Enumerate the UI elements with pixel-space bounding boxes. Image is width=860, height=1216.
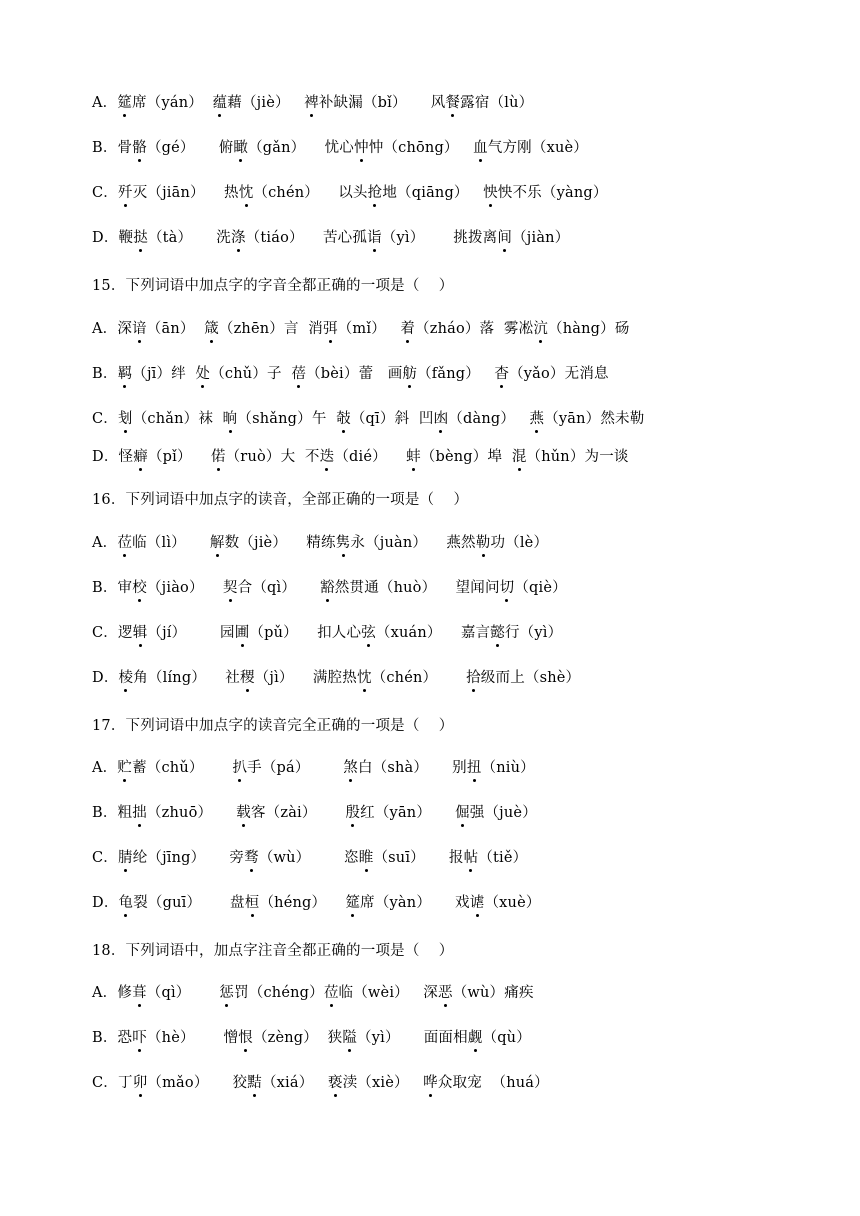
dotted-character: 稷 (239, 670, 255, 686)
text-segment: A． (92, 760, 118, 776)
text-segment: （bèng）埠 (420, 449, 512, 465)
dotted-character: 莅 (117, 535, 133, 551)
dotted-character: 刬 (118, 411, 133, 427)
dotted-character: 倔 (455, 805, 470, 821)
dotted-character: 帖 (463, 850, 479, 866)
text-segment: 洗 (216, 230, 231, 246)
text-segment: （gǎn） (248, 140, 306, 156)
text-segment: 角（líng） 社 (133, 670, 240, 686)
dotted-character: 谙 (132, 321, 147, 337)
text-segment: 临（wèi） 深 (338, 985, 438, 1001)
dotted-character: 解 (209, 535, 225, 551)
text-segment (305, 138, 324, 158)
text-segment (205, 183, 224, 203)
text-segment (304, 228, 323, 248)
dotted-character: 杳 (494, 366, 510, 382)
text-segment: D． (92, 670, 119, 686)
text-segment: （yì） (381, 230, 425, 246)
dotted-character: 血 (473, 140, 488, 156)
text-segment: （chǔ）子 (210, 366, 292, 382)
text-segment: （jī）绊 (132, 366, 196, 382)
text-segment: （ān） (146, 321, 205, 337)
text-segment: B．恐 (92, 1030, 133, 1046)
text-segment (203, 93, 213, 113)
text-segment: （qì） (146, 985, 220, 1001)
dotted-character: 殷 (345, 805, 361, 821)
dotted-character: 迭 (319, 449, 335, 465)
text-segment: 苦心孤 (322, 230, 368, 246)
question-stem (92, 490, 468, 510)
text-segment: 热 (223, 185, 239, 201)
dotted-character: 挞 (133, 230, 148, 246)
text-segment: （xuán） 嘉言 (375, 625, 491, 641)
dotted-character: 裨 (304, 95, 319, 111)
dotted-character: 贮 (117, 760, 133, 776)
text-segment (192, 228, 216, 248)
text-segment: 气方刚（xuè） (487, 140, 588, 156)
answer-option (92, 93, 533, 113)
text-segment: （jiào） (146, 580, 223, 596)
text-segment: （suī） 报 (373, 850, 464, 866)
dotted-character: 筵 (345, 895, 361, 911)
dotted-character: 忡 (354, 140, 369, 156)
answer-option (92, 319, 630, 339)
text-segment: 灭（jiān） (132, 185, 205, 201)
dotted-character: 沆 (533, 321, 549, 337)
dotted-character: 校 (132, 580, 147, 596)
text-segment: C．丁 (92, 1075, 133, 1091)
dotted-character: 晌 (222, 411, 238, 427)
text-segment: （tiáo） (245, 230, 304, 246)
dotted-character: 卯 (132, 1075, 148, 1091)
dotted-character: 棱 (118, 670, 134, 686)
text-segment: C．逻 (92, 625, 133, 641)
text-segment: （héng） (259, 895, 346, 911)
text-segment: （tà） (147, 230, 193, 246)
answer-option (92, 447, 629, 467)
text-segment: 白（shà） 别 (357, 760, 467, 776)
dotted-character: 燕 (529, 411, 545, 427)
dotted-character: 风餐露 (430, 95, 475, 111)
dotted-character: 切 (499, 580, 515, 596)
text-segment: （mǎo） 狡 (147, 1075, 248, 1091)
text-segment: 藉（jiè） (227, 95, 290, 111)
text-segment: A． (92, 535, 118, 551)
text-segment: （zháo）落 雾凇 (415, 321, 534, 337)
dotted-character: 癖 (133, 449, 148, 465)
text-segment: （hǔn）为一谈 (526, 449, 629, 465)
text-segment: （qù） (482, 1030, 531, 1046)
text-segment: 数（jiè） 精练 (224, 535, 336, 551)
answer-option (92, 138, 588, 158)
text-segment: C． (92, 850, 118, 866)
text-segment: 级而上（shè） (480, 670, 581, 686)
dotted-character: 箴 (204, 321, 219, 337)
dotted-character: 凼 (433, 411, 449, 427)
question-stem (92, 716, 454, 736)
answer-option (92, 758, 535, 778)
dotted-character: 载 (236, 805, 251, 821)
text-segment: （gé） (146, 140, 195, 156)
dotted-character: 蕴 (212, 95, 228, 111)
dotted-character: 着 (400, 321, 416, 337)
text-segment: 临（lì） (132, 535, 210, 551)
text-segment: （dàng） (448, 411, 530, 427)
dotted-character: 莅 (323, 985, 339, 1001)
answer-option (92, 668, 580, 688)
dotted-character: 睢 (358, 850, 374, 866)
dotted-character: 弦 (361, 625, 376, 641)
text-segment: 强（juè） (469, 805, 537, 821)
dotted-character: 蓓 (291, 366, 307, 382)
dotted-character: 偌 (210, 449, 226, 465)
dotted-character: 哗 (423, 1075, 438, 1091)
answer-option (92, 578, 567, 598)
dotted-character: 亵 (327, 1075, 343, 1091)
text-segment: A． (92, 95, 118, 111)
text-segment: （hè） 憎 (146, 1030, 239, 1046)
text-segment: 俯 (218, 140, 234, 156)
dotted-character: 蚌 (406, 449, 421, 465)
question-stem (92, 941, 454, 961)
text-segment (290, 93, 304, 113)
text-segment: （bèi）蕾 画 (306, 366, 403, 382)
text-segment (424, 228, 453, 248)
dotted-character: 扭 (466, 760, 482, 776)
text-segment: 旁 (229, 850, 245, 866)
answer-option (92, 983, 534, 1003)
dotted-character: 扒 (232, 760, 248, 776)
text-segment (407, 93, 431, 113)
text-segment: 17．下列词语中加点字的读音完全正确的一项是（ ） (92, 718, 454, 734)
text-segment: （xuè） (484, 895, 541, 911)
text-segment: 地（qiāng） (382, 185, 469, 201)
dotted-character: 忱 (356, 670, 372, 686)
text-segment (195, 138, 219, 158)
text-segment: （wù）痛疾 (452, 985, 534, 1001)
answer-option (92, 623, 562, 643)
dotted-character: 骼 (132, 140, 147, 156)
answer-option (92, 1028, 531, 1048)
text-segment: 众取宠 （huá） (437, 1075, 549, 1091)
dotted-character: 黠 (247, 1075, 262, 1091)
answer-option (92, 848, 527, 868)
text-segment: （yǎo）无消息 (509, 366, 609, 382)
text-segment: （chén） (371, 670, 467, 686)
text-segment (459, 138, 473, 158)
text-segment: （pǐ） (147, 449, 211, 465)
text-segment: （chǎn）袜 (132, 411, 223, 427)
text-segment: 席（yàn） 戏 (360, 895, 470, 911)
text-segment: 红（yān） (360, 805, 456, 821)
text-segment: （shǎng）午 (237, 411, 337, 427)
text-segment: D．怪 (92, 449, 134, 465)
text-segment: （fǎng） (417, 366, 495, 382)
dotted-character: 舫 (402, 366, 418, 382)
text-segment: B．审 (92, 580, 133, 596)
text-segment: B．骨 (92, 140, 133, 156)
dotted-character: 骛 (244, 850, 259, 866)
text-segment: （jiàn） (512, 230, 570, 246)
text-segment: C． (92, 411, 118, 427)
text-segment: B． (92, 366, 118, 382)
dotted-character: 恨 (238, 1030, 253, 1046)
answer-option (92, 409, 644, 429)
text-segment: 挑拨离 (453, 230, 498, 246)
text-segment: （zhuō） (146, 805, 237, 821)
text-segment: 合（qì） (237, 580, 321, 596)
text-segment: （niù） (481, 760, 535, 776)
text-segment: 行（yì） (504, 625, 563, 641)
dotted-character: 歼 (118, 185, 133, 201)
answer-option (92, 228, 569, 248)
dotted-character: 间 (497, 230, 513, 246)
dotted-character: 隘 (342, 1030, 358, 1046)
text-segment: （zhēn）言 消 (218, 321, 324, 337)
dotted-character: 攲 (336, 411, 351, 427)
text-segment: 裂（guī） 盘 (133, 895, 245, 911)
dotted-character: 拾 (466, 670, 481, 686)
question-stem (92, 276, 454, 296)
text-segment: 18．下列词语中，加点字注音全都正确的一项是（ ） (92, 943, 454, 959)
dotted-character: 诣 (367, 230, 382, 246)
text-segment: 忡（chōng） (368, 140, 459, 156)
dotted-character: 龟 (118, 895, 134, 911)
text-segment (469, 183, 483, 203)
text-segment: （qiè） (514, 580, 567, 596)
dotted-character: 觑 (467, 1030, 483, 1046)
dotted-character: 抢 (367, 185, 383, 201)
text-segment: 席（yán） (132, 95, 203, 111)
text-segment: C． (92, 185, 118, 201)
dotted-character: 煞 (343, 760, 358, 776)
dotted-character: 葺 (132, 985, 147, 1001)
text-segment: 然贯通（huò） 望闻问 (334, 580, 500, 596)
dotted-character: 惩 (219, 985, 235, 1001)
text-segment: （qī）斜 凹 (350, 411, 434, 427)
text-segment: 宿（lù） (474, 95, 534, 111)
text-segment: 忧心 (324, 140, 355, 156)
text-segment: （dié） (334, 449, 407, 465)
text-segment: 永（juàn） 燕然 (350, 535, 476, 551)
dotted-character: 恶 (438, 985, 453, 1001)
text-segment: （wù） 恣 (258, 850, 359, 866)
text-segment: （tiě） (478, 850, 528, 866)
text-segment: （pǔ） 扣人心 (249, 625, 362, 641)
answer-option (92, 183, 608, 203)
text-segment: （yān）然未勒 (544, 411, 645, 427)
dotted-character: 隽 (335, 535, 351, 551)
dotted-character: 拙 (132, 805, 147, 821)
text-segment: （xiá） (261, 1075, 328, 1091)
text-segment (319, 183, 338, 203)
text-segment: 罚（chéng） (234, 985, 324, 1001)
text-segment: A．深 (92, 321, 133, 337)
answer-option (92, 803, 537, 823)
text-segment: （zèng） 狭 (252, 1030, 343, 1046)
text-segment: 纶（jīng） (132, 850, 230, 866)
text-segment: 渎（xiè） (342, 1075, 424, 1091)
text-segment: （mǐ） (337, 321, 401, 337)
dotted-character: 筵 (117, 95, 133, 111)
text-segment: （jì） 满腔热 (254, 670, 357, 686)
text-segment: （hàng）砀 (548, 321, 630, 337)
text-segment: D． (92, 895, 119, 911)
dotted-character: 谑 (469, 895, 485, 911)
text-segment: D．鞭 (92, 230, 134, 246)
dotted-character: 涤 (230, 230, 246, 246)
answer-option (92, 1073, 549, 1093)
dotted-character: 腈 (118, 850, 133, 866)
text-segment: （yì） 面面相 (357, 1030, 468, 1046)
text-segment: A．修 (92, 985, 133, 1001)
dotted-character: 懿 (490, 625, 505, 641)
text-segment: 蓄（chǔ） (132, 760, 233, 776)
dotted-character: 圃 (234, 625, 250, 641)
dotted-character: 契 (222, 580, 238, 596)
dotted-character: 豁 (320, 580, 335, 596)
text-segment: 16．下列词语中加点字的读音，全部正确的一项是（ ） (92, 492, 469, 508)
text-segment: （jí） 园 (147, 625, 235, 641)
text-segment: 补缺漏（bǐ） (318, 95, 407, 111)
answer-option (92, 533, 548, 553)
text-segment: 15．下列词语中加点字的字音全都正确的一项是（ ） (92, 278, 454, 294)
answer-option (92, 893, 541, 913)
text-segment: 怏不乐（yàng） (497, 185, 608, 201)
text-segment: 客（zài） (250, 805, 346, 821)
dotted-character: 怏 (483, 185, 498, 201)
answer-option (92, 364, 609, 384)
dotted-character: 弭 (323, 321, 338, 337)
dotted-character: 勒 (475, 535, 491, 551)
dotted-character: 处 (195, 366, 211, 382)
dotted-character: 桓 (244, 895, 260, 911)
text-segment: （ruò）大 不 (225, 449, 320, 465)
dotted-character: 混 (511, 449, 527, 465)
dotted-character: 忱 (238, 185, 254, 201)
text-segment: B．粗 (92, 805, 133, 821)
text-segment: 手（pá） (247, 760, 344, 776)
dotted-character: 吓 (132, 1030, 147, 1046)
dotted-character: 瞰 (233, 140, 249, 156)
text-segment: 以头 (338, 185, 368, 201)
dotted-character: 羁 (117, 366, 133, 382)
text-segment: 功（lè） (490, 535, 549, 551)
dotted-character: 辑 (132, 625, 148, 641)
text-segment: （chén） (253, 185, 319, 201)
